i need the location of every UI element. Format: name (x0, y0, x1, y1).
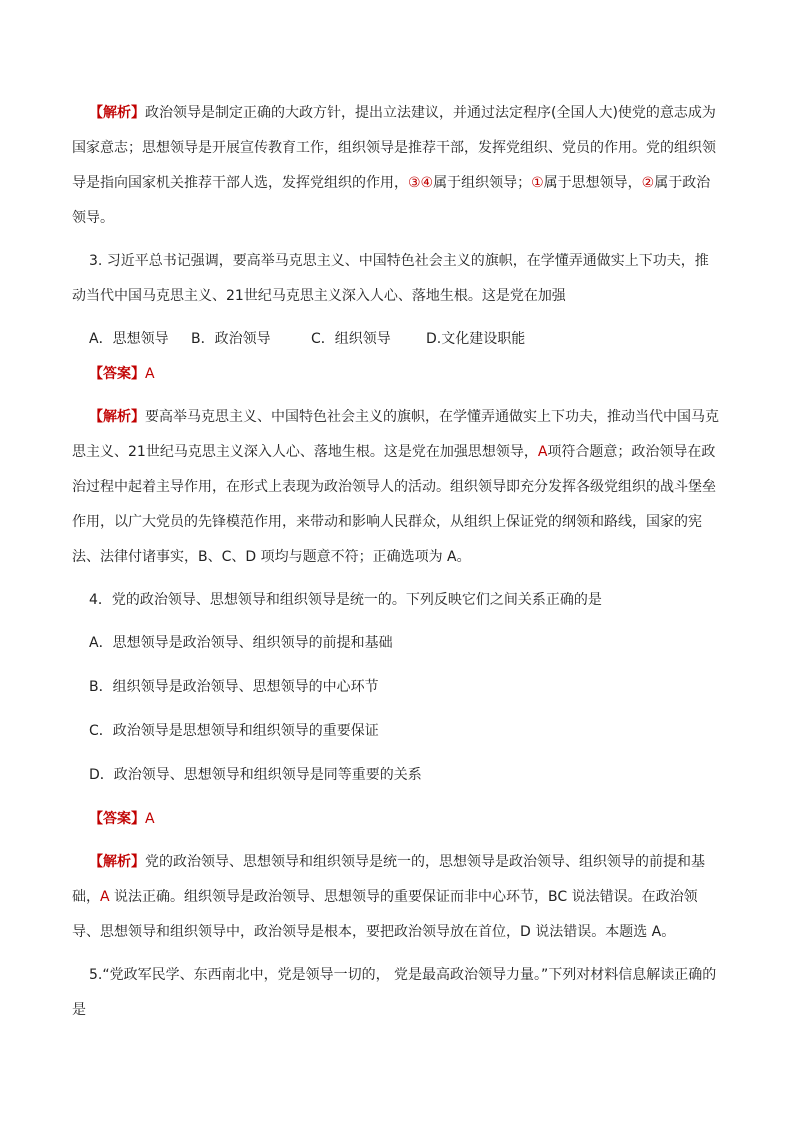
analysis-text: 说法正确。组织领导是政治领导、思想领导的重要保证而非中心环节，BC 说法错误。在政治领导、思想领导和组织领导中，政治领导是根本，要把政治领导放在首位，D 说法错误。本题选 A。 (72, 889, 698, 940)
circled-number: ② (641, 175, 655, 191)
answer-value: A (145, 811, 155, 827)
analysis-text: 项符合题意；政治领导在政治过程中起着主导作用，在形式上表现为政治领导人的活动。组织领导即充分发挥各级党组织的战斗堡垒作用，以广大党员的先锋模范作用，来带动和影响人民群众，从组织上保证党的纲领和路线，国家的宪法、法律付诸事实，B、C、D 项均与题意不符；正确选项为 A。 (72, 444, 716, 565)
analysis-highlight: A (100, 889, 110, 905)
question-5-stem: 5.“党政军民学、东西南北中，党是领导一切的， 党是最高政治领导力量。”下列对材料信息解读正确的是 (72, 967, 717, 1018)
question-3-answer (72, 357, 722, 392)
question-3-options (72, 322, 722, 357)
analysis-text: 要高举马克思主义、中国特色社会主义的旗帜，在学懂弄通做实上下功夫，推动当代中国马克思主义、21世纪马克思主义深入人心、落地生根。这是党在加强思想领导， (72, 409, 719, 460)
question-4-option-d: D．政治领导、思想领导和组织领导是同等重要的关系 (89, 767, 422, 783)
analysis-tag: 【解析】 (89, 854, 145, 870)
question-4-stem: 4．党的政治领导、思想领导和组织领导是统一的。下列反映它们之间关系正确的是 (89, 592, 602, 608)
document-page (72, 96, 722, 1028)
analysis-tag: 【解析】 (89, 105, 145, 121)
question-3-analysis (72, 400, 722, 575)
analysis-paragraph-q2 (72, 96, 722, 236)
question-4-analysis (72, 845, 722, 950)
answer-value: A (145, 366, 155, 382)
analysis-tag: 【解析】 (89, 409, 145, 425)
analysis-text: 属于政治领导。 (72, 175, 711, 226)
analysis-text: 属于组织领导； (433, 175, 532, 191)
circled-number: ① (531, 175, 544, 191)
answer-tag: 【答案】 (89, 366, 145, 382)
analysis-text: 属于思想领导， (543, 175, 642, 191)
question-4-answer (72, 802, 722, 837)
analysis-text: 党的政治领导、思想领导和组织领导是统一的，思想领导是政治领导、组织领导的前提和基础， (72, 854, 705, 905)
question-4-option-b: B．组织领导是政治领导、思想领导的中心环节 (89, 679, 379, 695)
question-4-option-c: C．政治领导是思想领导和组织领导的重要保证 (89, 723, 379, 739)
question-3-stem: 3. 习近平总书记强调，要高举马克思主义、中国特色社会主义的旗帜，在学懂弄通做实上下功夫，推动当代中国马克思主义、21世纪马克思主义深入人心、落地生根。这是党在加强 (72, 253, 709, 304)
question-4-option-a: A．思想领导是政治领导、组织领导的前提和基础 (89, 635, 393, 651)
option-b: B．政治领导 (191, 331, 271, 347)
analysis-highlight: A (537, 444, 548, 460)
circled-number: ③④ (408, 175, 434, 191)
analysis-text: 政治领导是制定正确的大政方针，提出立法建议，并通过法定程序(全国人大)使党的意志成为国家意志；思想领导是开展宣传教育工作，组织领导是推荐干部，发挥党组织、党员的作用。党的组织领导是指向国家机关推荐干部人选，发挥党组织的作用， (72, 105, 716, 191)
option-a: A．思想领导 (89, 331, 169, 347)
option-c: C．组织领导 (311, 331, 391, 347)
answer-tag: 【答案】 (89, 811, 145, 827)
option-d: D.文化建设职能 (426, 331, 526, 347)
